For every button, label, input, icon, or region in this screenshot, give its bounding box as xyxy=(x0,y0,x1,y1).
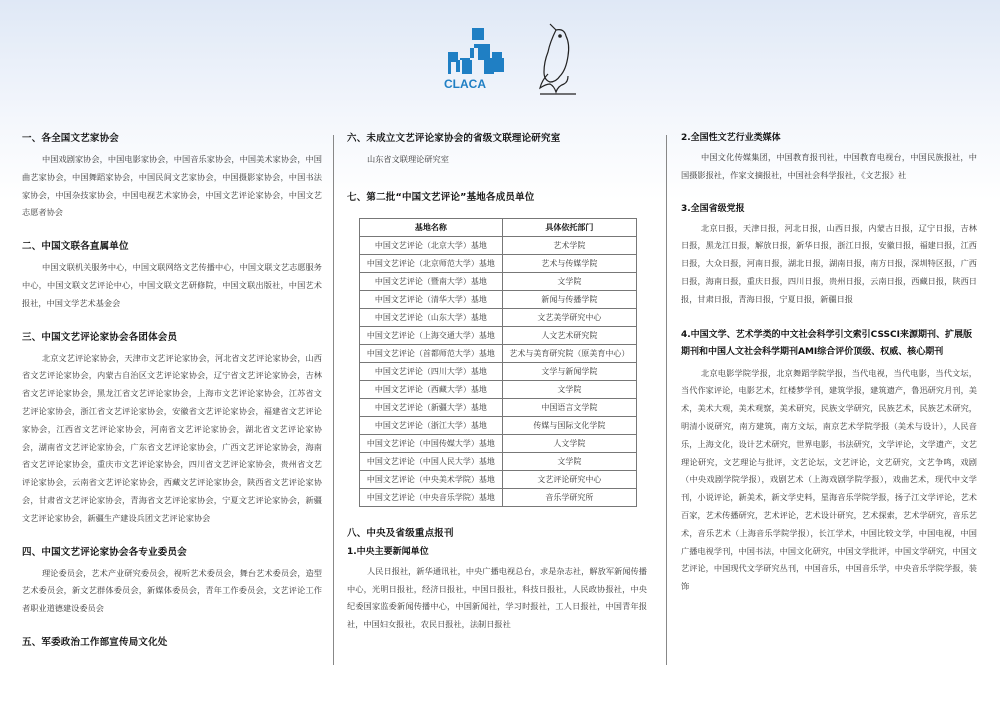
section-title: 六、未成立文艺评论家协会的省级文联理论研究室 xyxy=(347,133,561,144)
table-cell: 中国文艺评论（西藏大学）基地 xyxy=(360,380,503,398)
section-title: 一、各全国文艺家协会 xyxy=(22,133,120,144)
table-cell: 中国文艺评论（清华大学）基地 xyxy=(360,290,503,308)
table-cell: 中国文艺评论（新疆大学）基地 xyxy=(360,398,503,416)
table-cell: 人文学院 xyxy=(502,434,636,452)
section-body: 北京日报，天津日报，河北日报，山西日报，内蒙古日报，辽宁日报，吉林日报，黑龙江日报，解放日报，新华日报，浙江日报，安徽日报，福建日报，江西日报，大众日报，河南日报，湖北日报，湖南日报，南方日报，深圳特区报，广西日报，海南日报，重庆日报，四川日报，贵州日报，云南日报，西藏日报，陕西日报，甘肃日报，青海日报，宁夏日报，新疆日报 xyxy=(681,222,977,304)
table-cell: 艺术与传媒学院 xyxy=(502,254,636,272)
table-row xyxy=(360,434,637,452)
table-cell: 中国文艺评论（北京大学）基地 xyxy=(360,236,503,254)
section-body: 人民日报社，新华通讯社，中央广播电视总台，求是杂志社，解放军新闻传播中心，光明日报社，经济日报社，中国日报社，科技日报社，人民政协报社，中央纪委国家监委新闻传播中心，中国新闻社，学习时报社，工人日报社，中国青年报社，中国妇女报社，农民日报社，法制日报社 xyxy=(347,565,647,630)
column-middle xyxy=(347,132,647,652)
table-header-cell: 基地名称 xyxy=(360,218,503,236)
column-divider xyxy=(666,135,667,665)
section-4 xyxy=(22,546,322,618)
table-row xyxy=(360,362,637,380)
table-cell: 新闻与传播学院 xyxy=(502,290,636,308)
table-cell: 文学院 xyxy=(502,272,636,290)
table-row xyxy=(360,398,637,416)
section-2 xyxy=(22,240,322,312)
section-body: 北京电影学院学报，北京舞蹈学院学报，当代电视，当代电影，当代文坛，当代作家评论，电影艺术，红楼梦学刊，建筑学报，建筑遗产，鲁迅研究月刊，美术，美术大观，美术观察，美术研究，民族文学研究，民族艺术，民族艺术研究，明清小说研究，南方建筑，南方文坛，南京艺术学院学报（美术与设计），人民音乐，上海文化，设计艺术研究，世界电影，书法研究，文学评论，文学遗产，文艺理论研究，文艺理论与批评，文艺论坛，文艺评论，文艺研究，文艺争鸣，戏剧（中央戏剧学院学报），戏剧艺术（上海戏剧学院学报），戏曲艺术，现代中文学刊，小说评论，新美术，新文学史料，星海音乐学院学报，扬子江文学评论，艺术百家，艺术传播研究，艺术评论，艺术设计研究，艺术探索，艺术学研究，音乐艺术，音乐艺术（上海音乐学院学报），长江学术，中国比较文学，中国电视，中国广播电视学刊，中国书法，中国文化研究，中国文学批评，中国文学研究，中国文艺评论，中国现代文学研究丛刊，中国音乐，中国音乐学，中央音乐学院学报，装饰 xyxy=(681,367,977,592)
table-cell: 中国文艺评论（上海交通大学）基地 xyxy=(360,326,503,344)
table-cell: 中国文艺评论（中央美术学院）基地 xyxy=(360,470,503,488)
logo xyxy=(444,22,584,104)
table-row xyxy=(360,236,637,254)
section-8-2 xyxy=(681,132,977,185)
table-cell: 文学与新闻学院 xyxy=(502,362,636,380)
section-8 xyxy=(347,527,647,634)
table-cell: 中国文艺评论（浙江大学）基地 xyxy=(360,416,503,434)
table-row xyxy=(360,416,637,434)
subsection-title: 3.全国省级党报 xyxy=(681,203,745,214)
section-body: 北京文艺评论家协会，天津市文艺评论家协会，河北省文艺评论家协会，山西省文艺评论家协会，内蒙古自治区文艺评论家协会，辽宁省文艺评论家协会，吉林省文艺评论家协会，黑龙江省文艺评论家协会，上海市文艺评论家协会，江苏省文艺评论家协会，浙江省文艺评论家协会，安徽省文艺评论家协会，福建省文艺评论家协会，江西省文艺评论家协会，河南省文艺评论家协会，湖北省文艺评论家协会，湖南省文艺评论家协会，广东省文艺评论家协会，广西文艺评论家协会，海南省文艺评论家协会，重庆市文艺评论家协会，四川省文艺评论家协会，贵州省文艺评论家协会，云南省文艺评论家协会，西藏文艺评论家协会，陕西省文艺评论家协会，甘肃省文艺评论家协会，青海省文艺评论家协会，宁夏文艺评论家协会，新疆文艺评论家协会，新疆生产建设兵团文艺评论家协会 xyxy=(22,352,322,523)
section-8-3 xyxy=(681,203,977,309)
section-1 xyxy=(22,132,322,222)
section-3 xyxy=(22,331,322,528)
table-header-row xyxy=(360,218,637,236)
table-row xyxy=(360,290,637,308)
table-cell: 音乐学研究所 xyxy=(502,488,636,506)
table-cell: 中国文艺评论（暨南大学）基地 xyxy=(360,272,503,290)
table-cell: 艺术学院 xyxy=(502,236,636,254)
subsection-title: 2.全国性文艺行业类媒体 xyxy=(681,133,781,143)
table-cell: 中国语言文学院 xyxy=(502,398,636,416)
table-row xyxy=(360,326,637,344)
section-title: 五、军委政治工作部宣传局文化处 xyxy=(22,636,168,648)
table-row xyxy=(360,344,637,362)
subsection-title: 4.中国文学、艺术学类的中文社会科学引文索引CSSCI来源期刊、扩展版期刊和中国人文社会科学期刊AMI综合评价顶级、权威、核心期刊 xyxy=(681,329,972,357)
table-cell: 中国文艺评论（山东大学）基地 xyxy=(360,308,503,326)
table-cell: 中国文艺评论（北京师范大学）基地 xyxy=(360,254,503,272)
table-row xyxy=(360,488,637,506)
section-title: 三、中国文艺评论家协会各团体会员 xyxy=(22,331,178,343)
table-row xyxy=(360,308,637,326)
section-title: 二、中国文联各直属单位 xyxy=(22,241,129,253)
section-8-4 xyxy=(681,327,977,596)
table-cell: 文艺美学研究中心 xyxy=(502,308,636,326)
base-members-table xyxy=(359,218,637,507)
table-cell: 传媒与国际文化学院 xyxy=(502,416,636,434)
section-body: 理论委员会，艺术产业研究委员会，视听艺术委员会，舞台艺术委员会，造型艺术委员会，新文艺群体委员会，新媒体委员会，青年工作委员会，文艺评论工作者职业道德建设委员会 xyxy=(22,567,322,614)
section-title: 四、中国文艺评论家协会各专业委员会 xyxy=(22,546,187,558)
table-row xyxy=(360,470,637,488)
table-row xyxy=(360,380,637,398)
claca-logo-icon xyxy=(444,22,584,104)
section-body: 中国戏剧家协会，中国电影家协会，中国音乐家协会，中国美术家协会，中国曲艺家协会，中国舞蹈家协会，中国民间文艺家协会，中国摄影家协会，中国书法家协会，中国杂技家协会，中国电视艺术家协会，中国文艺评论家协会，中国文艺志愿者协会 xyxy=(22,154,322,218)
table-cell: 文学院 xyxy=(502,380,636,398)
subsection-title: 1.中央主要新闻单位 xyxy=(347,546,429,557)
table-row xyxy=(360,254,637,272)
table-cell: 中国文艺评论（中央音乐学院）基地 xyxy=(360,488,503,506)
table-row xyxy=(360,452,637,470)
section-5 xyxy=(22,636,322,649)
table-cell: 人文艺术研究院 xyxy=(502,326,636,344)
table-cell: 中国文艺评论（中国人民大学）基地 xyxy=(360,452,503,470)
table-header-cell: 具体依托部门 xyxy=(502,218,636,236)
column-right xyxy=(681,132,977,614)
section-body: 中国文联机关服务中心，中国文联网络文艺传播中心，中国文联文艺志愿服务中心，中国文联文艺评论中心，中国文联文艺研修院，中国文联出版社，中国艺术报社，中国文学艺术基金会 xyxy=(22,262,322,308)
column-divider xyxy=(333,135,334,665)
section-body: 中国文化传媒集团，中国教育报刊社，中国教育电视台，中国民族报社，中国摄影报社，作家文摘报社，中国社会科学报社，《文艺报》社 xyxy=(681,152,977,180)
table-cell: 中国文艺评论（中国传媒大学）基地 xyxy=(360,434,503,452)
section-6 xyxy=(347,132,647,169)
section-body: 山东省文联理论研究室 xyxy=(367,154,449,164)
table-cell: 文艺评论研究中心 xyxy=(502,470,636,488)
section-7 xyxy=(347,191,647,507)
table-cell: 艺术与美育研究院（原美育中心） xyxy=(502,344,636,362)
table-row xyxy=(360,272,637,290)
logo-text: CLACA xyxy=(444,77,486,91)
column-left xyxy=(22,132,322,667)
table-cell: 中国文艺评论（四川大学）基地 xyxy=(360,362,503,380)
section-title: 八、中央及省级重点报刊 xyxy=(347,527,454,539)
section-title: 七、第二批“中国文艺评论”基地各成员单位 xyxy=(347,191,535,203)
table-cell: 中国文艺评论（首都师范大学）基地 xyxy=(360,344,503,362)
table-cell: 文学院 xyxy=(502,452,636,470)
